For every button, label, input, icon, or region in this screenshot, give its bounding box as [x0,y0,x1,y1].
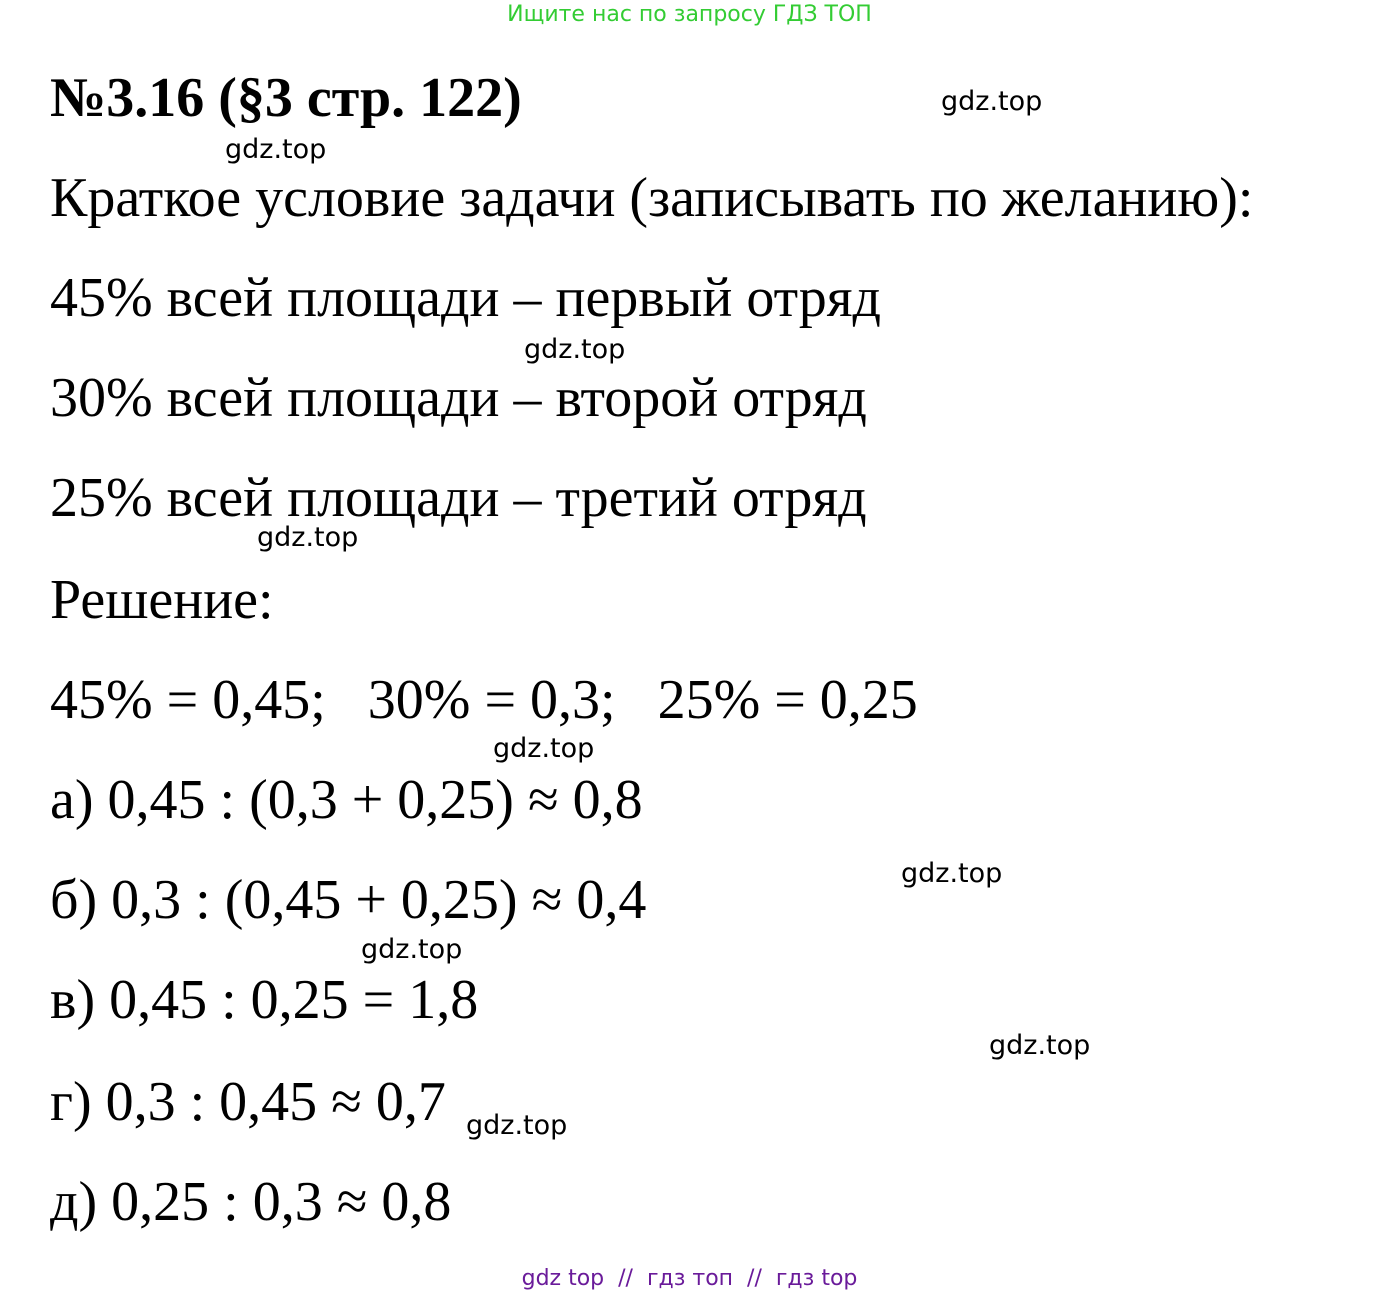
top-banner: Ищите нас по запросу ГДЗ ТОП [507,2,872,27]
answer-a: а) 0,45 : (0,3 + 0,25) ≈ 0,8 [50,769,643,831]
watermark: gdz.top [257,522,359,553]
watermark: gdz.top [466,1110,568,1141]
page-title: №3.16 (§3 стр. 122) [50,67,522,129]
condition-line-3: 25% всей площади – третий отряд [50,467,867,529]
answer-b: б) 0,3 : (0,45 + 0,25) ≈ 0,4 [50,869,647,931]
answer-v: в) 0,45 : 0,25 = 1,8 [50,969,479,1031]
watermark: gdz.top [901,858,1003,889]
answer-g: г) 0,3 : 0,45 ≈ 0,7 [50,1071,446,1133]
watermark: gdz.top [524,334,626,365]
footer-watermark: gdz top // гдз топ // гдз top [521,1266,858,1291]
answer-d: д) 0,25 : 0,3 ≈ 0,8 [50,1171,452,1233]
condition-line-2: 30% всей площади – второй отряд [50,367,867,429]
condition-line-1: 45% всей площади – первый отряд [50,267,882,329]
percent-conversion: 45% = 0,45; 30% = 0,3; 25% = 0,25 [50,669,918,731]
watermark: gdz.top [989,1030,1091,1061]
watermark: gdz.top [361,934,463,965]
condition-heading: Краткое условие задачи (записывать по желанию): [50,167,1254,229]
watermark: gdz.top [941,86,1043,117]
solution-heading: Решение: [50,569,274,631]
watermark: gdz.top [493,733,595,764]
watermark: gdz.top [225,134,327,165]
